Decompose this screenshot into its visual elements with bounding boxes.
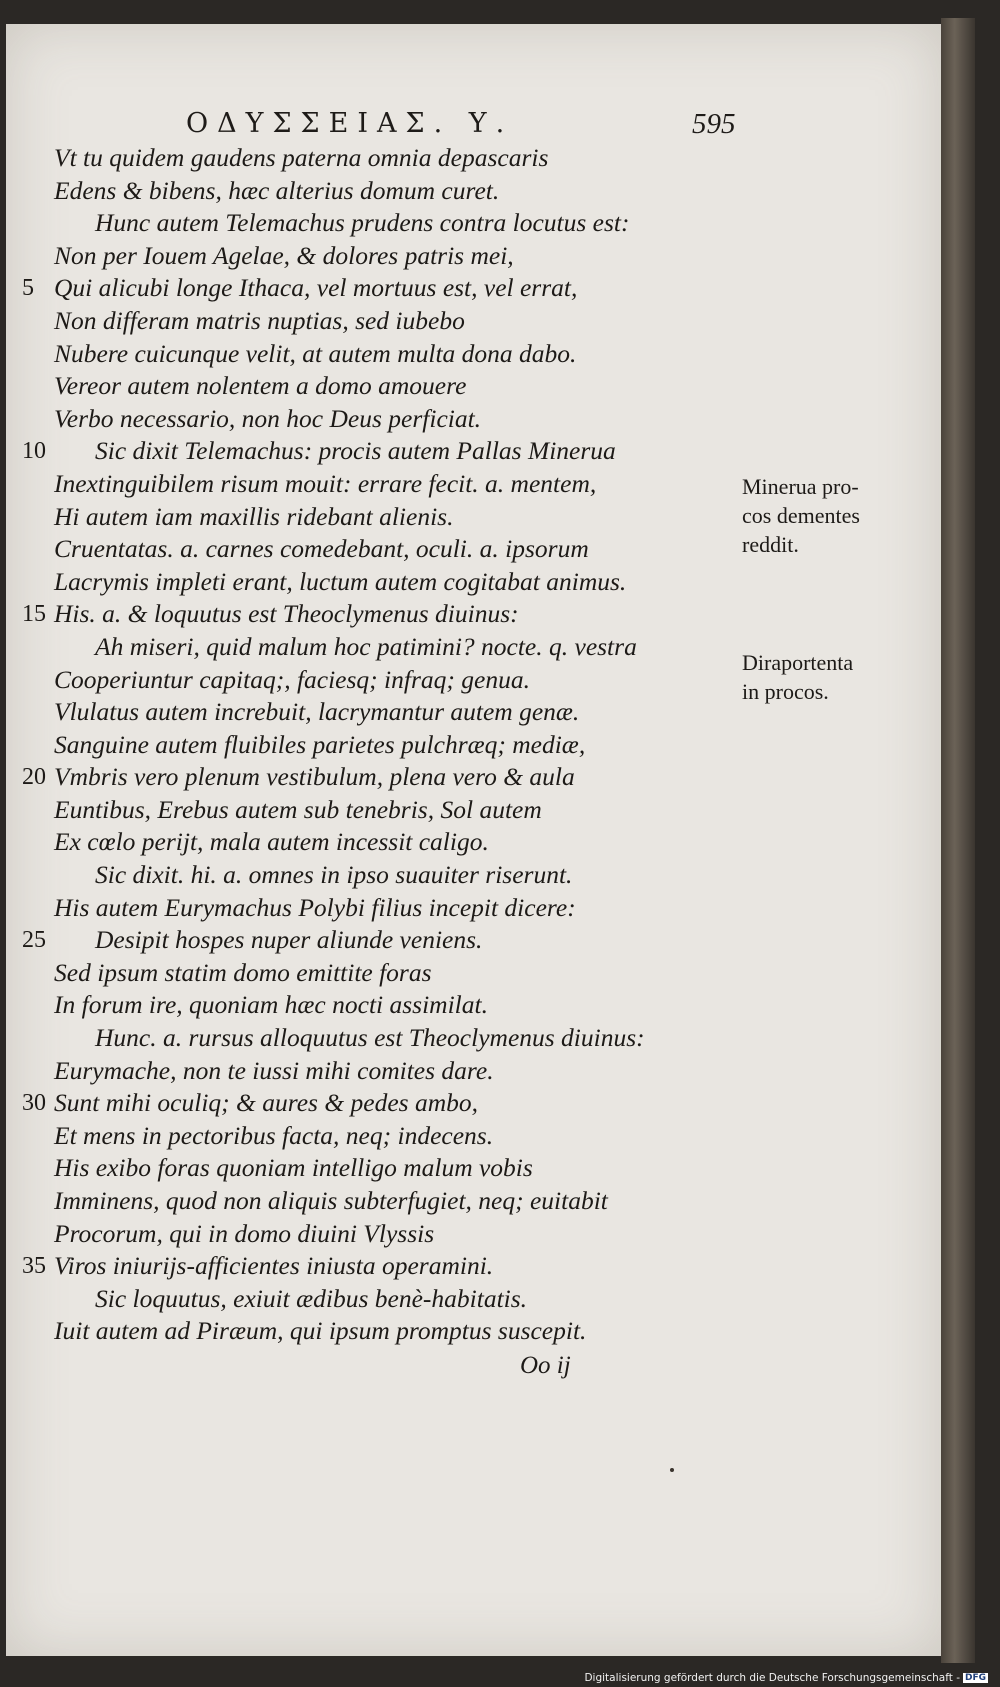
verse-line xyxy=(0,1250,740,1283)
marginal-note-portents xyxy=(742,648,853,706)
verse-line xyxy=(0,826,740,859)
verse-text: Verbo necessario, non hoc Deus perficiat. xyxy=(54,403,482,433)
verse-line xyxy=(0,729,740,762)
verse-line xyxy=(0,1087,740,1120)
verse-line xyxy=(0,1120,740,1153)
verse-text: His autem Eurymachus Polybi filius incepit dicere: xyxy=(54,892,576,922)
verse-line xyxy=(0,1283,740,1316)
verse-line xyxy=(0,859,740,892)
verse-line xyxy=(0,142,740,175)
verse-text: Ex cœlo perijt, mala autem incessit caligo. xyxy=(54,827,489,857)
verse-line xyxy=(0,533,740,566)
verse-text: Sic loquutus, exiuit ædibus benè-habitatis. xyxy=(95,1283,528,1313)
verse-line xyxy=(0,501,740,534)
verse-text: Procorum, qui in domo diuini Vlyssis xyxy=(54,1218,435,1248)
verse-text: Hunc autem Telemachus prudens contra locutus est: xyxy=(95,208,630,238)
verse-line xyxy=(0,338,740,371)
verse-line xyxy=(0,272,740,305)
line-number: 35 xyxy=(22,1253,46,1280)
verse-text: His. a. & loquutus est Theoclymenus diuinus: xyxy=(54,599,519,629)
verse-text: Eurymache, non te iussi mihi comites dare. xyxy=(54,1055,494,1085)
verse-text: In forum ire, quoniam hæc nocti assimilat. xyxy=(54,990,488,1020)
verse-line xyxy=(0,403,740,436)
verse-line xyxy=(0,1152,740,1185)
verse-line xyxy=(0,989,740,1022)
verse-line xyxy=(0,598,740,631)
verse-text: Cooperiuntur capitaq;, faciesq; infraq; genua. xyxy=(54,664,530,694)
line-number: 30 xyxy=(22,1090,46,1117)
verse-text: Edens & bibens, hæc alterius domum curet. xyxy=(54,175,500,205)
verse-text: Vereor autem nolentem a domo amouere xyxy=(54,371,467,401)
digitization-credit xyxy=(584,1672,988,1684)
verse-line xyxy=(0,794,740,827)
verse-line xyxy=(0,1055,740,1088)
verse-text: Euntibus, Erebus autem sub tenebris, Sol autem xyxy=(54,794,542,824)
verse-line xyxy=(0,240,740,273)
verse-line xyxy=(0,566,740,599)
verse-text: Nubere cuicunque velit, at autem multa dona dabo. xyxy=(54,338,577,368)
verse-line xyxy=(0,631,740,664)
marginal-note-line: Diraportenta xyxy=(742,650,854,675)
verse-line xyxy=(0,305,740,338)
verse-text: Sic dixit. hi. a. omnes in ipso suauiter riserunt. xyxy=(95,860,573,890)
verse-text: Lacrymis impleti erant, luctum autem cogitabat animus. xyxy=(54,566,627,596)
verse-text: Qui alicubi longe Ithaca, vel mortuus est, vel errat, xyxy=(54,273,578,303)
verse-line xyxy=(0,1315,740,1348)
verse-text: Sed ipsum statim domo emittite foras xyxy=(54,957,432,987)
dfg-logo: DFG xyxy=(964,1673,986,1683)
line-number: 25 xyxy=(22,927,46,954)
marginal-note-minerva xyxy=(742,472,860,559)
verse-text: Hi autem iam maxillis ridebant alienis. xyxy=(54,501,454,531)
verse-text: Sic dixit Telemachus: procis autem Pallas Minerua xyxy=(95,436,616,466)
verse-line xyxy=(0,664,740,697)
verse-text: Desipit hospes nuper aliunde veniens. xyxy=(95,925,483,955)
verse-line xyxy=(0,761,740,794)
verse-text: Iuit autem ad Piræum, qui ipsum promptus suscepit. xyxy=(54,1316,587,1346)
verse-text: Vmbris vero plenum vestibulum, plena vero & aula xyxy=(54,762,575,792)
verse-line xyxy=(0,696,740,729)
verse-line xyxy=(0,1185,740,1218)
verse-line xyxy=(0,370,740,403)
line-number: 20 xyxy=(22,764,46,791)
page-number: 595 xyxy=(692,108,736,140)
line-number: 15 xyxy=(22,601,46,628)
verse-text: Non per Iouem Agelae, & dolores patris mei, xyxy=(54,240,514,270)
ink-speck xyxy=(670,1468,674,1472)
verse-line xyxy=(0,957,740,990)
verse-text: Sunt mihi oculiq; & aures & pedes ambo, xyxy=(54,1088,479,1118)
verse-line xyxy=(0,175,740,208)
book-page-edge xyxy=(941,18,975,1663)
verse-text: His exibo foras quoniam intelligo malum vobis xyxy=(54,1153,533,1183)
verse-line xyxy=(0,207,740,240)
running-title: ΟΔΥΣΣΕΙΑΣ. Υ. xyxy=(186,108,514,139)
verse-text: Sanguine autem fluibiles parietes pulchræq; mediæ, xyxy=(54,729,586,759)
verse-line xyxy=(0,435,740,468)
verse-line xyxy=(0,924,740,957)
credit-text: Digitalisierung gefördert durch die Deutsche Forschungsgemeinschaft - xyxy=(584,1672,960,1684)
verse-text: Et mens in pectoribus facta, neq; indecens. xyxy=(54,1120,494,1150)
verse-text: Viros iniurijs-afficientes iniusta operamini. xyxy=(54,1251,494,1281)
verse-text: Inextinguibilem risum mouit: errare fecit. a. mentem, xyxy=(54,468,597,498)
verse-line xyxy=(0,468,740,501)
verse-line xyxy=(0,892,740,925)
verse-text: Hunc. a. rursus alloquutus est Theoclymenus diuinus: xyxy=(95,1023,645,1053)
marginal-note-line: cos dementes xyxy=(742,503,860,528)
marginal-note-line: in procos. xyxy=(742,679,829,704)
verse-text: Imminens, quod non aliquis subterfugiet, neq; euitabit xyxy=(54,1186,608,1215)
verse-line xyxy=(0,1218,740,1251)
line-number: 10 xyxy=(22,438,46,465)
verse-text-block xyxy=(0,142,740,1348)
verse-text: Ah miseri, quid malum hoc patimini? nocte. q. vestra xyxy=(95,631,637,661)
signature-mark: Oo ij xyxy=(520,1352,571,1379)
verse-line xyxy=(0,1022,740,1055)
verse-text: Vt tu quidem gaudens paterna omnia depascaris xyxy=(54,143,549,172)
verse-text: Vlulatus autem increbuit, lacrymantur autem genæ. xyxy=(54,697,580,727)
verse-text: Cruentatas. a. carnes comedebant, oculi. a. ipsorum xyxy=(54,534,589,564)
line-number: 5 xyxy=(22,275,34,302)
verse-text: Non differam matris nuptias, sed iubebo xyxy=(54,305,465,335)
marginal-note-line: reddit. xyxy=(742,532,799,557)
marginal-note-line: Minerua pro- xyxy=(742,474,859,499)
